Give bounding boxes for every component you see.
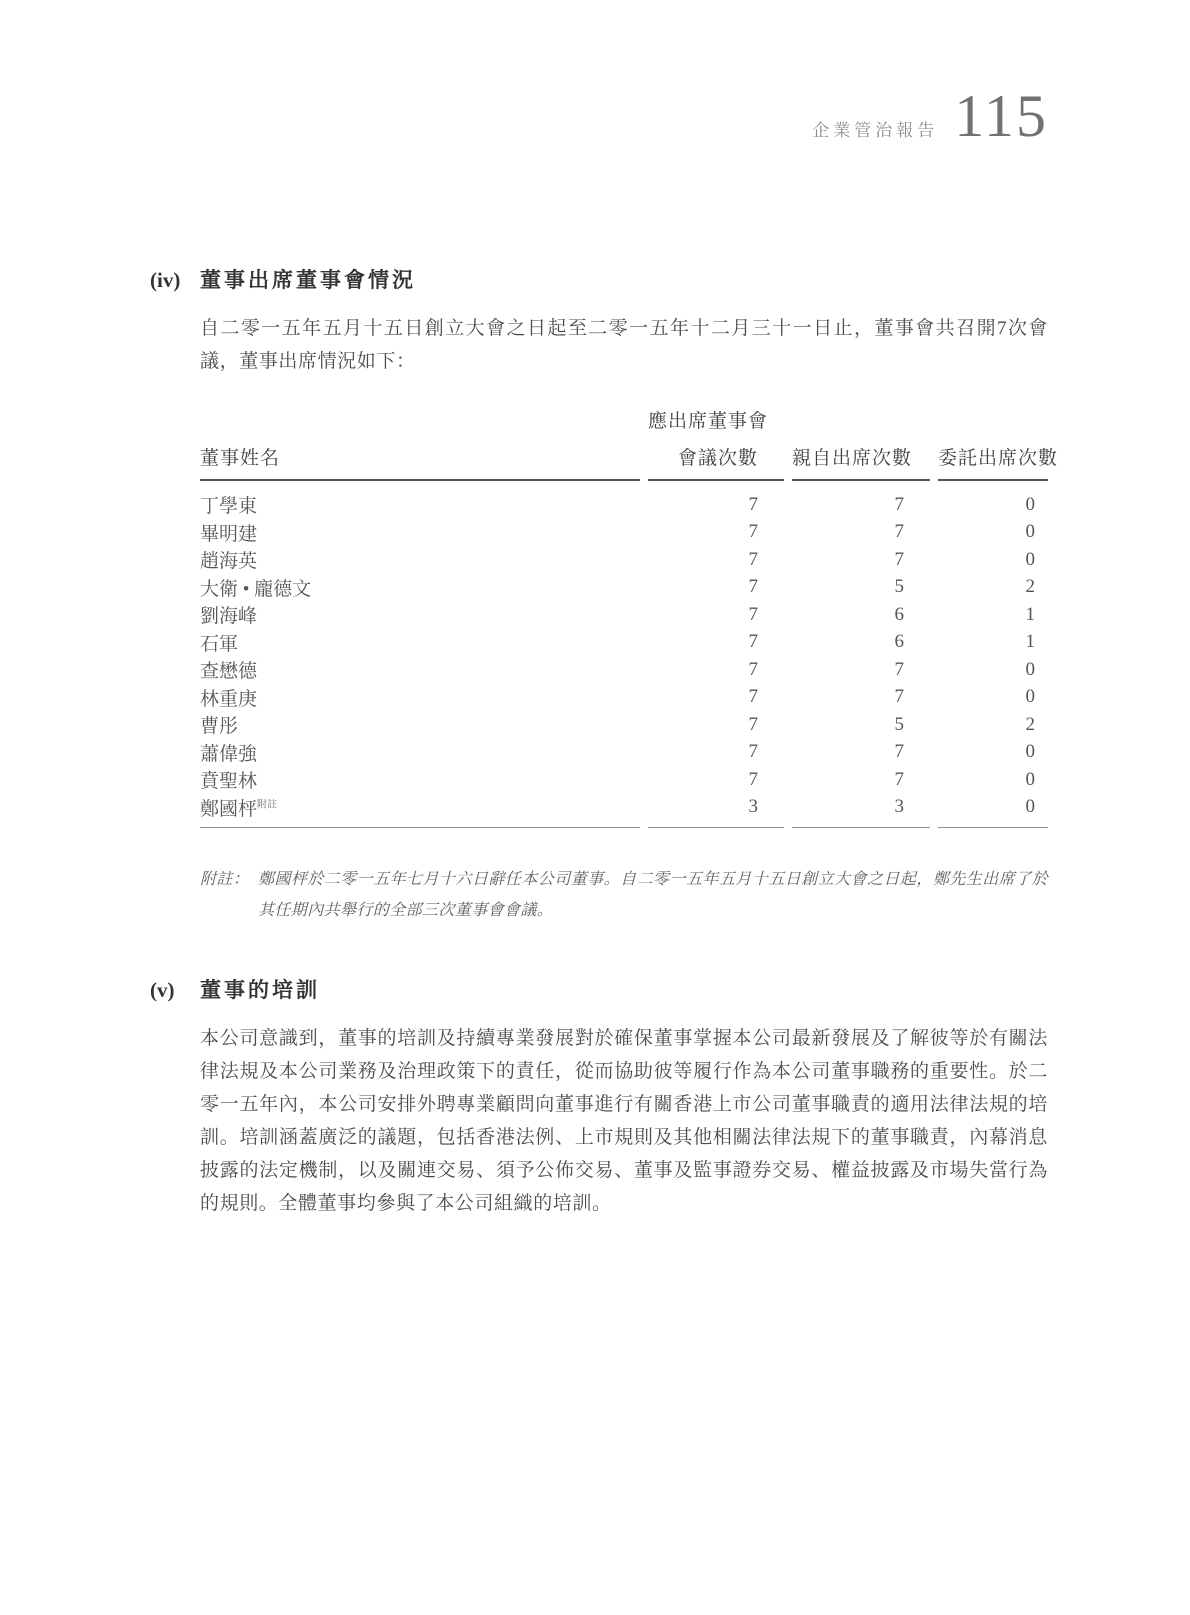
director-name-cell: 查懋德 [200,661,258,683]
table-row [200,656,1048,684]
attended-in-person-cell: 7 [894,686,904,708]
attended-by-proxy-cell: 0 [1025,548,1035,570]
attended-by-proxy-cell: 0 [1025,493,1035,515]
attended-by-proxy-cell: 0 [1025,768,1035,790]
attendance-table-body [200,481,1048,828]
section-iv [150,264,1059,926]
director-name-cell: 曹彤 [200,716,239,738]
director-name-cell: 劉海峰 [200,606,258,628]
attended-by-proxy-cell: 0 [1025,658,1035,680]
attended-in-person-cell: 6 [894,631,904,653]
required-meetings-cell: 7 [748,631,758,653]
attended-by-proxy-cell: 1 [1025,631,1035,653]
attended-by-proxy-cell: 0 [1025,741,1035,763]
attended-in-person-header: 親自出席次數 [792,443,930,481]
section-iv-intro: 自二零一五年五月十五日創立大會之日起至二零一五年十二月三十一日止，董事會共召開7次會議，董事出席情況如下： [200,318,1048,372]
empty-header-cell [200,406,640,443]
section-iv-number: (iv) [150,268,181,292]
footnote-label: 附註： [200,871,250,888]
table-row [200,794,1048,829]
section-iv-title: 董事出席董事會情況 [200,268,416,292]
table-row [200,711,1048,739]
attended-by-proxy-cell: 0 [1025,521,1035,543]
section-iv-heading [150,264,1048,294]
attended-in-person-cell: 7 [894,493,904,515]
attended-in-person-cell: 7 [894,658,904,680]
section-v-number: (v) [150,978,175,1002]
attended-by-proxy-cell: 2 [1025,576,1035,598]
table-row [200,739,1048,767]
required-meetings-cell: 7 [748,713,758,735]
attended-by-proxy-cell: 0 [938,794,1048,829]
section-iv-body [200,312,1059,926]
attended-by-proxy-cell: 2 [1025,713,1035,735]
section-v [150,974,1048,1220]
required-meetings-cell: 7 [748,686,758,708]
table-row [200,546,1048,574]
director-name-cell: 賁聖林 [200,771,258,793]
section-v-heading [150,974,1048,1004]
section-v-title: 董事的培訓 [200,978,320,1002]
page-number: 115 [954,83,1048,149]
table-row [200,766,1048,794]
director-name-cell: 石軍 [200,633,239,655]
director-name-header: 董事姓名 [200,443,640,481]
attended-by-proxy-header: 委託出席次數 [938,443,1048,481]
page-header [150,83,1048,149]
required-meetings-header-line1: 應出席董事會 [648,411,769,432]
footnote-marker: 附註 [257,799,278,811]
required-meetings-cell: 7 [748,521,758,543]
required-meetings-cell: 7 [748,768,758,790]
attended-by-proxy-cell: 0 [1025,686,1035,708]
header-section-label: 企業管治報告 [812,121,939,140]
attended-in-person-cell: 7 [894,768,904,790]
attended-in-person-cell: 5 [894,713,904,735]
director-name-cell: 丁學東 [200,496,258,518]
header-row-2 [200,443,1048,481]
required-meetings-cell: 7 [748,603,758,625]
required-meetings-cell: 7 [748,548,758,570]
required-meetings-header-line2: 會議次數 [648,443,784,481]
table-row [200,519,1048,547]
table-row [200,629,1048,657]
director-name-cell: 大衛 • 龐德文 [200,578,312,600]
required-meetings-cell: 7 [748,658,758,680]
required-meetings-cell: 7 [748,493,758,515]
table-row [200,684,1048,712]
required-meetings-cell: 7 [748,741,758,763]
director-name-cell: 畢明建 [200,523,258,545]
attended-in-person-cell: 3 [792,794,930,829]
table-row [200,574,1048,602]
required-meetings-cell: 3 [648,794,784,829]
attendance-table [192,406,1059,828]
attended-in-person-cell: 7 [894,521,904,543]
attendance-table-header [200,406,1059,481]
director-name-cell: 鄭國枰$^{附註}$ [200,794,640,829]
attended-in-person-cell: 5 [894,576,904,598]
table-row [200,601,1048,629]
footnote-text: 鄭國枰於二零一五年七月十六日辭任本公司董事。自二零一五年五月十五日創立大會之日起，鄭先生出席了於其任期內共舉行的全部三次董事會會議。 [258,871,1048,919]
header-row-1 [200,406,1048,443]
director-name-cell: 林重庚 [200,688,258,710]
empty-header-cell [792,406,930,443]
section-v-paragraph: 本公司意識到，董事的培訓及持續專業發展對於確保董事掌握本公司最新發展及了解彼等於有關法律法規及本公司業務及治理政策下的責任，從而協助彼等履行作為本公司董事職務的重要性。於二零一五年內，本公司安排外聘專業顧問向董事進行有關香港上市公司董事職責的適用法律法規的培訓。培訓涵蓋廣泛的議題，包括香港法例、上市規則及其他相關法律法規下的董事職責，內幕消息披露的法定機制，以及關連交易、須予公佈交易、董事及監事證券交易、權益披露及市場失當行為的規則。全體董事均參與了本公司組織的培訓。 [200,1028,1048,1214]
table-row [200,481,1048,519]
empty-header-cell [938,406,1048,443]
attended-in-person-cell: 7 [894,548,904,570]
required-meetings-cell: 7 [748,576,758,598]
attended-in-person-cell: 6 [894,603,904,625]
attended-by-proxy-cell: 1 [1025,603,1035,625]
director-name-cell: 趙海英 [200,551,258,573]
footnote [200,864,1048,926]
section-v-body [200,1022,1048,1220]
attended-in-person-cell: 7 [894,741,904,763]
director-name-cell: 蕭偉強 [200,743,258,765]
